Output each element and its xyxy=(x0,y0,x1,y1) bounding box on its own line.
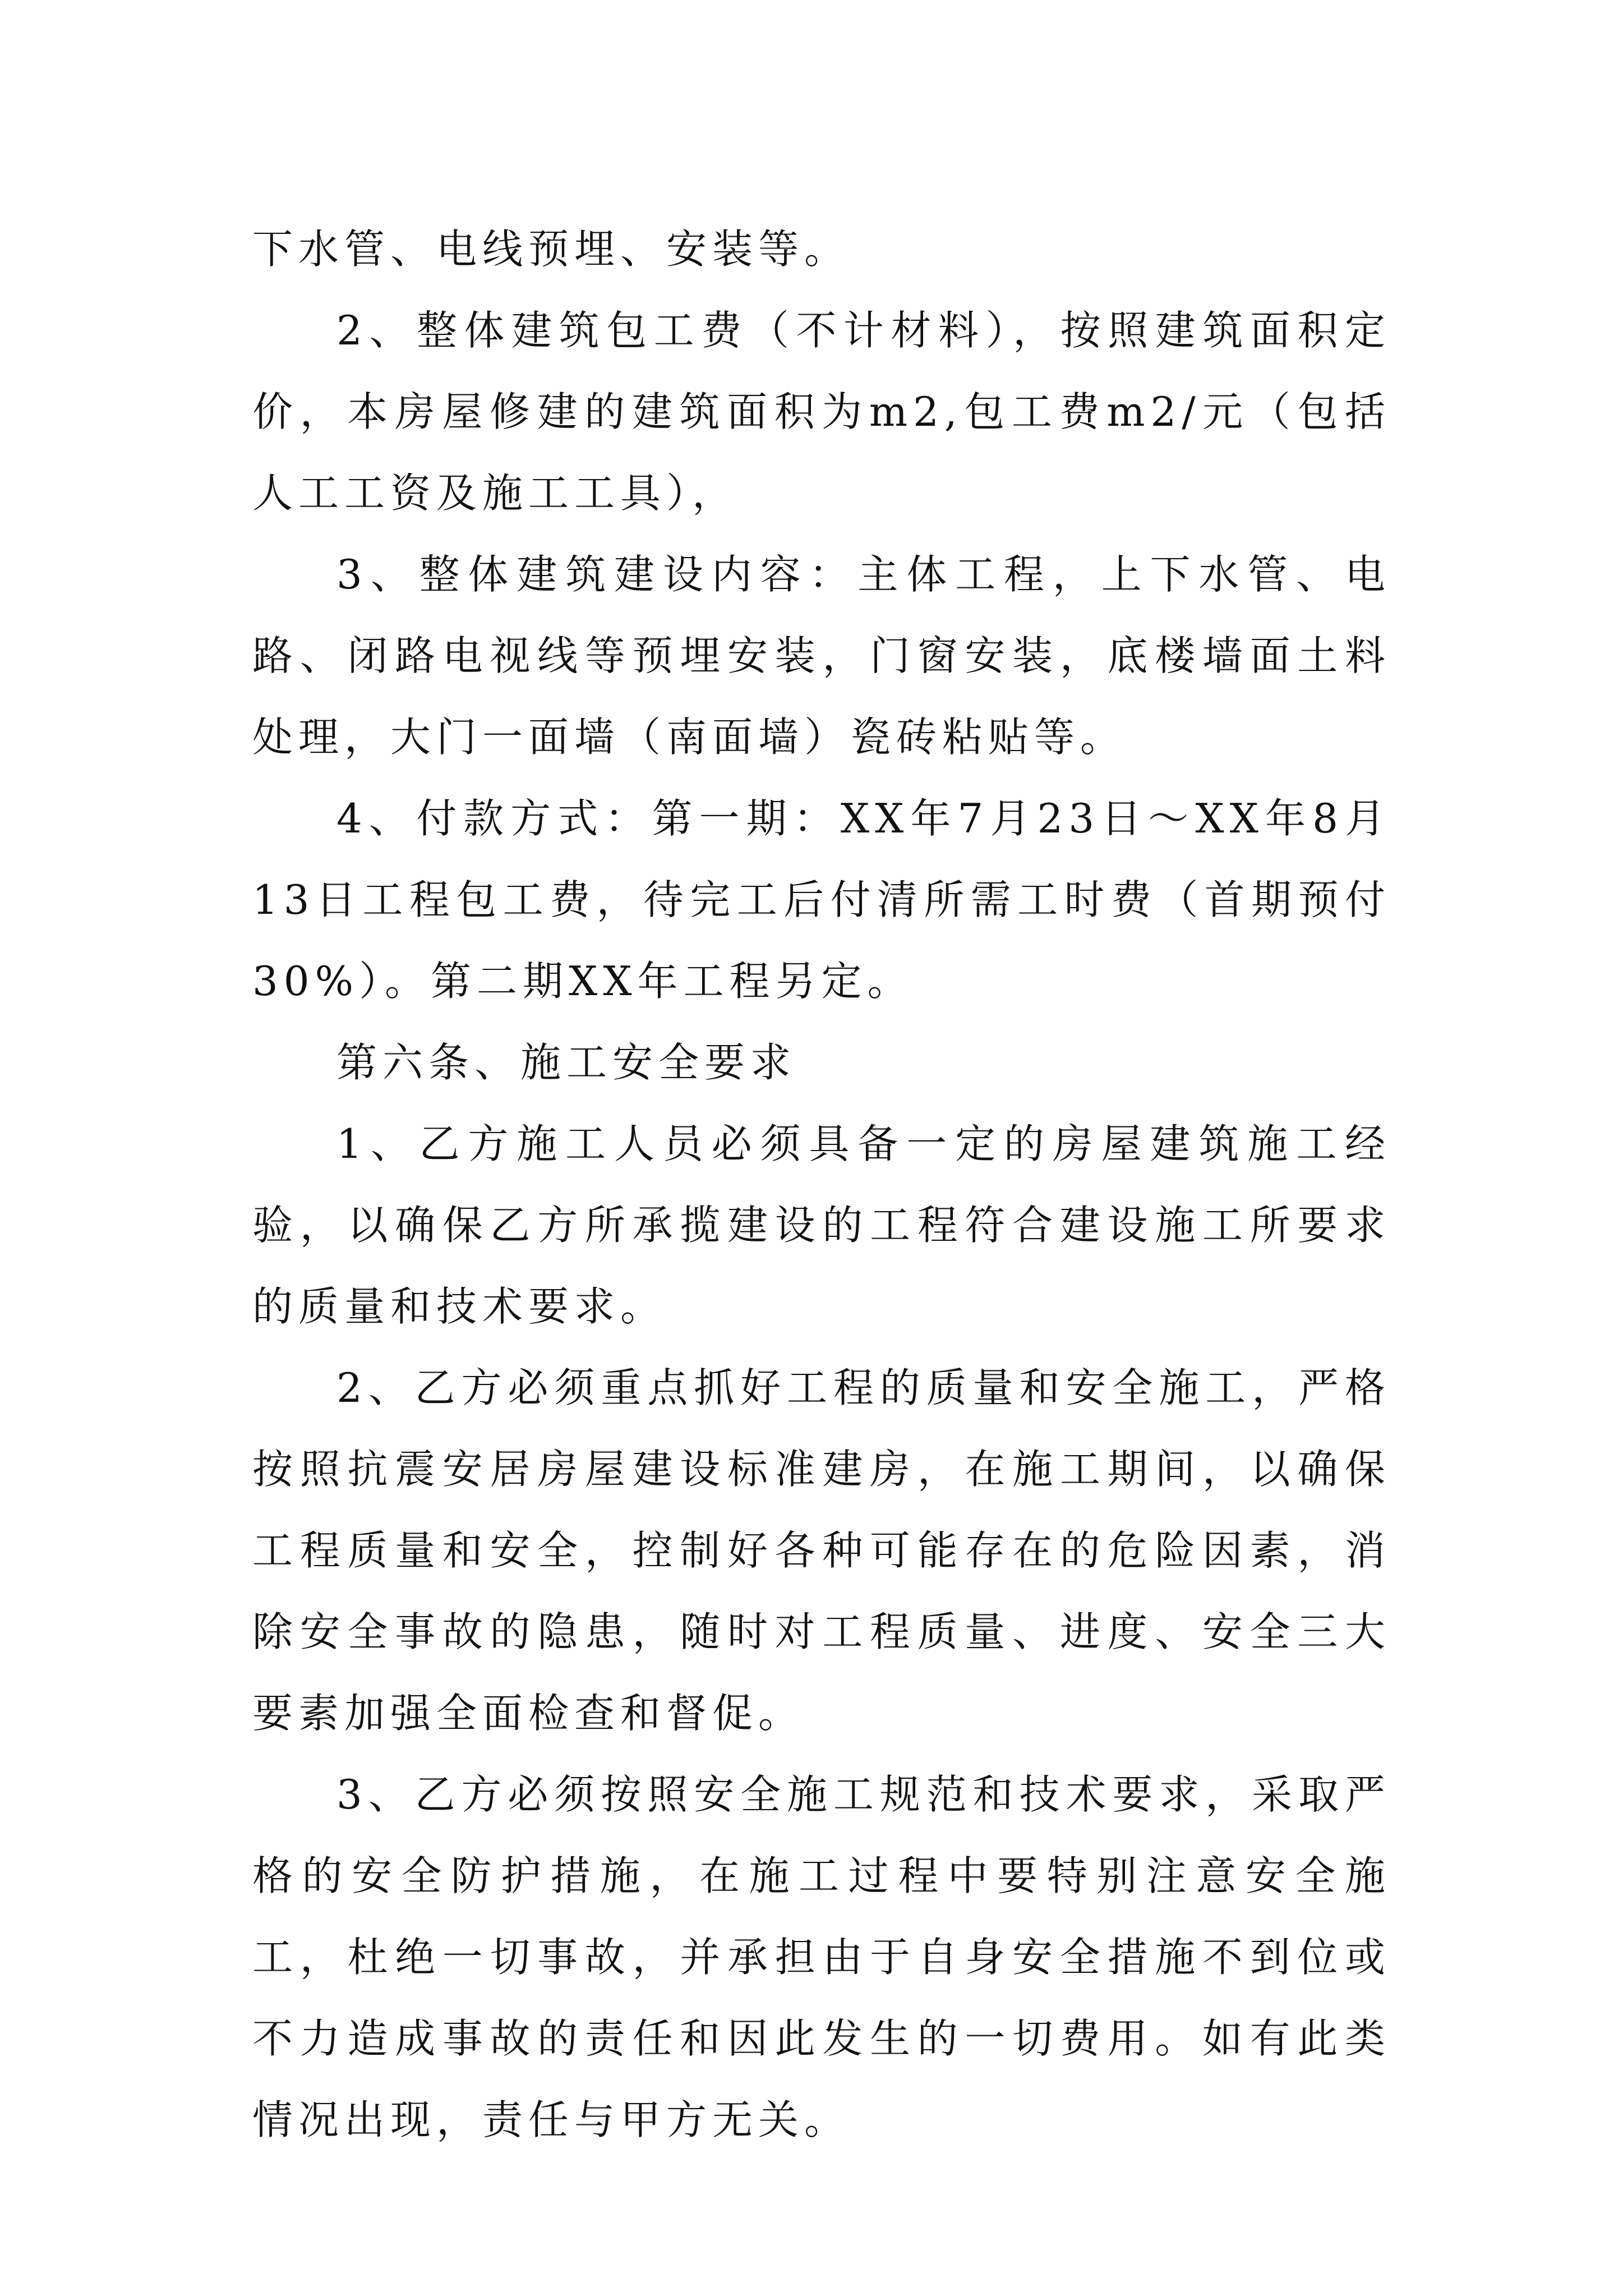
section-heading-article-6: 第六条、施工安全要求 xyxy=(336,1039,797,1086)
paragraph-item-4-payment-method: 4、付款方式：第一期：XX年7月23日～XX年8月13日工程包工费，待完工后付清所需工时费（首期预付30%）。第二期XX年工程另定。 xyxy=(252,795,1391,1005)
paragraph-safety-2: 2、乙方必须重点抓好工程的质量和安全施工，严格按照抗震安居房屋建设标准建房，在施工期间，以确保工程质量和安全，控制好各种可能存在的危险因素，消除安全事故的隐患，随时对工程质量、进度、安全三大要素加强全面检查和督促。 xyxy=(252,1364,1391,1737)
document-body xyxy=(252,209,1391,2161)
paragraph-continuation: 下水管、电线预埋、安装等。 xyxy=(252,226,851,273)
paragraph-safety-1: 1、乙方施工人员必须具备一定的房屋建筑施工经验，以确保乙方所承揽建设的工程符合建设施工所要求的质量和技术要求。 xyxy=(252,1120,1391,1330)
paragraph-item-2-contract-fee: 2、整体建筑包工费（不计材料），按照建筑面积定价，本房屋修建的建筑面积为m2,包工费m2/元（包括人工工资及施工工具）， xyxy=(252,307,1391,517)
paragraph-item-3-construction-scope: 3、整体建筑建设内容：主体工程，上下水管、电路、闭路电视线等预埋安装，门窗安装，底楼墙面土料处理，大门一面墙（南面墙）瓷砖粘贴等。 xyxy=(252,551,1391,761)
paragraph-safety-3: 3、乙方必须按照安全施工规范和技术要求，采取严格的安全防护措施，在施工过程中要特别注意安全施工，杜绝一切事故，并承担由于自身安全措施不到位或不力造成事故的责任和因此发生的一切费用。如有此类情况出现，责任与甲方无关。 xyxy=(252,1771,1391,2143)
